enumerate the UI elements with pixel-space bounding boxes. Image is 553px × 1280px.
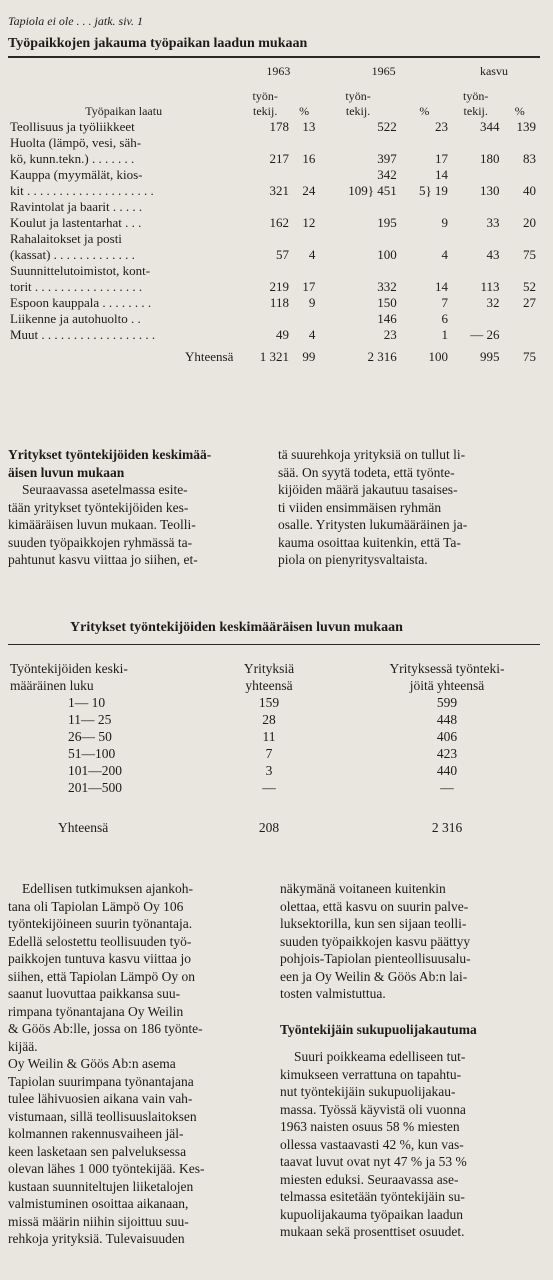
cell: 118 [269, 295, 289, 310]
cell: 9 [441, 215, 448, 230]
cell: 49 [275, 327, 289, 342]
t2-total: 2 316 [431, 820, 463, 835]
cell [502, 327, 539, 343]
section1-left-text: Seuraavassa asetelmassa esite- tään yritykset työntekijöiden kes- kimääräisen luvun mukaan. Teolli- suuden työpaikkojen ryhmässä ta- pahtunut kasvu viittaa jo siihen, et- [8, 482, 198, 567]
cell: 11— 25 [68, 712, 112, 727]
cell [317, 199, 398, 215]
cell: 423 [436, 746, 458, 761]
row-label: Muut . . . . . . . . . . . . . . . . . . [10, 327, 156, 342]
cell: — [440, 780, 454, 795]
cell: 397 [377, 151, 397, 166]
cell: 195 [377, 215, 397, 230]
cell: 33 [486, 215, 500, 230]
section1-left [8, 446, 270, 569]
table2-row [8, 745, 538, 762]
table2-row [8, 694, 538, 711]
table2 [8, 648, 538, 836]
cell: 344 [480, 119, 500, 134]
row-label: Rahalaitokset ja posti (kassat) . . . . . . . . . . . . . [10, 231, 135, 262]
cell: 17 [434, 151, 448, 166]
cell: 100 [377, 247, 397, 262]
sub-header: työn- tekij. [345, 89, 371, 118]
bracket-total-percent: } 19 [425, 183, 448, 198]
cell: 17 [302, 279, 316, 294]
t2-total: 208 [258, 820, 280, 835]
table2-row [8, 779, 538, 796]
cell: 4 [308, 327, 316, 342]
row-label: Koulut ja lastentarhat . . . [10, 215, 142, 230]
cell [450, 199, 502, 215]
cell: 16 [302, 151, 316, 166]
table1-row [8, 263, 538, 295]
table2-top-rule [8, 644, 540, 645]
bottom-right-text: näkymänä voitaneen kuitenkin olettaa, että kasvu on suurin palve- luksektorilla, kun sen sijaan teolli- suuden työpaikkojen kasvu päättyy pohjois-Tapiolan pienteollisuusalu- een ja Oy Weilin & Göös Ab:n lai- tosten valmistuttua. [280, 881, 471, 1001]
row-label: Kauppa (myymälät, kios- kit . . . . . . . . . . . . . . . . . . . . [10, 167, 154, 198]
bottom-right [280, 880, 542, 1241]
cell: 3 [265, 763, 273, 778]
t2-header: Yrityksiä yhteensä [243, 661, 295, 693]
cell: 13 [302, 119, 316, 134]
cell [291, 311, 317, 327]
bottom-left-text: Edellisen tutkimuksen ajankoh- tana oli Tapiolan Lämpö Oy 106 työntekijöineen suurin työnantaja. Edellä selostettu teollisuuden työ- paikkojen tuntuva kasvu viittaa jo siihen, että Tapiolan Lämpö Oy on saanut luovuttaa paikkansa suu- rimpana työnantajana Oy Weilin & Göös Ab:lle, jossa on 186 työnte- kijää. Oy Weilin & Göös Ab:n asema Tapiolan suurimpana työnantajana tulee lähivuosien aikana vain vah- vistumaan, sillä teollisuuslaitoksen kolmannen rakennusvaiheen jäl- keen lasketaan sen palveluksessa olevan lähes 1 000 työntekijää. Kes- kustaan suunniteltujen liiketalojen valmistuminen osoittaa aikanaan, missä määrin niihin sijoittuu suu- rehkoja yrityksiä. Tulevaisuuden [8, 881, 205, 1246]
cell: 219 [269, 279, 289, 294]
cell: 4 [441, 247, 448, 262]
sub-header: % [514, 104, 525, 118]
cell: — 26 [470, 327, 500, 342]
table1-row [8, 215, 538, 231]
group-1963: 1963 [266, 64, 291, 78]
cell: 7 [265, 746, 273, 761]
table1-row [8, 119, 538, 135]
cell: 321 [269, 183, 289, 198]
cell: 162 [269, 215, 289, 230]
cell: 201—500 [68, 780, 122, 795]
total-cell: 995 [480, 349, 500, 364]
cell: 14 [434, 279, 448, 294]
table2-row [8, 711, 538, 728]
section1-right-text: tä suurehkoja yrityksiä on tullut li- sää. On syytä todeta, että työnte- kijöiden määrä jakautuu tasaises- ti viiden ensimmäisen ryhmän osalle. Yritysten lukumääräinen ja- kauma osoittaa kuitenkin, että Ta- piola on pienyritysvaltaista. [278, 447, 468, 567]
cell: 23 [383, 327, 397, 342]
cell: 32 [486, 295, 500, 310]
total-cell: 99 [302, 349, 316, 364]
cell: 9 [308, 295, 316, 310]
cell: 159 [258, 695, 280, 710]
cell: 28 [262, 712, 276, 727]
sub-header: % [299, 104, 310, 118]
table2-header [8, 648, 538, 694]
cell: 75 [523, 247, 536, 262]
cell: 130 [480, 183, 500, 198]
cell [502, 311, 539, 327]
cell: 180 [480, 151, 500, 166]
cell: 178 [269, 119, 289, 134]
group-kasvu: kasvu [479, 64, 508, 78]
t2-header: Työntekijöiden keski- määräinen luku [10, 661, 128, 693]
cell: — [262, 780, 276, 795]
cell: 406 [436, 729, 458, 744]
table1-sub-header [8, 79, 538, 119]
table2-row [8, 728, 538, 745]
t2-header: Yrityksessä työnteki- jöitä yhteensä [389, 661, 505, 693]
table1-row [8, 327, 538, 343]
cell: 150 [377, 295, 397, 310]
section2-heading: Työntekijäin sukupuolijakautuma [280, 1021, 477, 1037]
section2-text: Suuri poikkeama edelliseen tut- kimukseen verrattuna on tapahtu- nut työntekijäin sukupuolijakau- massa. Työssä käyvistä oli vuonna 1963 naisten osuus 58 % miesten ollessa vastaavasti 42 %, kun vas- taavat luvut ovat nyt 47 % ja 53 % miesten eduksi. Seuraavassa ase- telmassa esitetään työntekijäin su- kupuolijakauma työpaikan laadun mukaan sekä prosenttiset osuudet. [280, 1049, 467, 1239]
cell: 342 109} 451 [348, 167, 397, 198]
table2-total-row [8, 796, 538, 836]
row-label: Liikenne ja autohuolto . . [10, 311, 141, 326]
total-cell: 1 321 [259, 349, 289, 364]
cell: 146 [377, 311, 397, 326]
cell [450, 311, 502, 327]
table2-title: Yritykset työntekijöiden keskimääräisen luvun mukaan [70, 620, 403, 635]
sub-header: työn- tekij. [252, 89, 278, 118]
top-rule [8, 56, 540, 58]
cell [239, 311, 291, 327]
cell: 83 [523, 151, 536, 166]
cell [502, 199, 539, 215]
t2-total: Yhteensä [58, 820, 109, 835]
cell: 27 [523, 295, 536, 310]
table2-row [8, 762, 538, 779]
table1-row [8, 295, 538, 311]
table1-row [8, 167, 538, 199]
group-1965: 1965 [371, 64, 396, 78]
cell: 522 [377, 119, 397, 134]
cell: 4 [308, 247, 316, 262]
row-label: Ravintolat ja baarit . . . . . [10, 199, 143, 214]
row-label: Huolta (lämpö, vesi, säh- kö, kunn.tekn.) . . . . . . . [10, 135, 142, 166]
table1 [8, 64, 538, 365]
table1-title: Työpaikkojen jakauma työpaikan laadun mukaan [8, 36, 308, 51]
cell: 1— 10 [68, 695, 106, 710]
table1-group-header [8, 64, 538, 79]
cell: 40 [523, 183, 536, 198]
cell [291, 199, 317, 215]
cell: 23 [434, 119, 448, 134]
cell: 52 [523, 279, 536, 294]
cell [239, 199, 291, 215]
section1-heading: Yritykset työntekijöiden keskimää- äisen luvun mukaan [8, 447, 212, 480]
cell: 43 [486, 247, 500, 262]
row-label: Teollisuus ja työliikkeet [10, 119, 135, 134]
cell: 26— 50 [68, 729, 112, 744]
cell: 6 [441, 311, 448, 326]
table2-body [8, 694, 538, 796]
cell: 599 [436, 695, 458, 710]
total-cell: 2 316 [367, 349, 397, 364]
total-cell: 100 [428, 349, 448, 364]
cell: 11 [262, 729, 276, 744]
cell: 217 [269, 151, 289, 166]
cell: 448 [436, 712, 458, 727]
cell: 24 [302, 183, 316, 198]
col-label: Työpaikan laatu [85, 104, 163, 118]
row-label: Espoon kauppala . . . . . . . . [10, 295, 152, 310]
sub-header: työn- tekij. [463, 89, 489, 118]
cell: 440 [436, 763, 458, 778]
table1-row [8, 311, 538, 327]
cell: 7 [441, 295, 448, 310]
cell: 51—100 [68, 746, 116, 761]
cell: 12 [302, 215, 316, 230]
cell: 332 [377, 279, 397, 294]
cell: 20 [523, 215, 536, 230]
cell: 113 [480, 279, 500, 294]
total-label: Yhteensä [185, 349, 234, 364]
running-head: Tapiola ei ole . . . jatk. siv. 1 [8, 14, 143, 28]
table1-row [8, 199, 538, 215]
cell [399, 199, 450, 215]
cell: 139 [516, 119, 536, 134]
cell: 1 [441, 327, 448, 342]
cell: 14 5} 19 [418, 167, 448, 198]
table1-row [8, 231, 538, 263]
cell: 57 [275, 247, 289, 262]
bracket-total-workers: } 451 [367, 183, 397, 198]
table1-body [8, 119, 538, 343]
table1-row [8, 135, 538, 167]
cell: 101—200 [68, 763, 122, 778]
total-cell: 75 [523, 349, 536, 364]
table1-total-row [8, 343, 538, 365]
row-label: Suunnittelutoimistot, kont- torit . . . . . . . . . . . . . . . . . [10, 263, 151, 294]
sub-header: % [419, 104, 430, 118]
